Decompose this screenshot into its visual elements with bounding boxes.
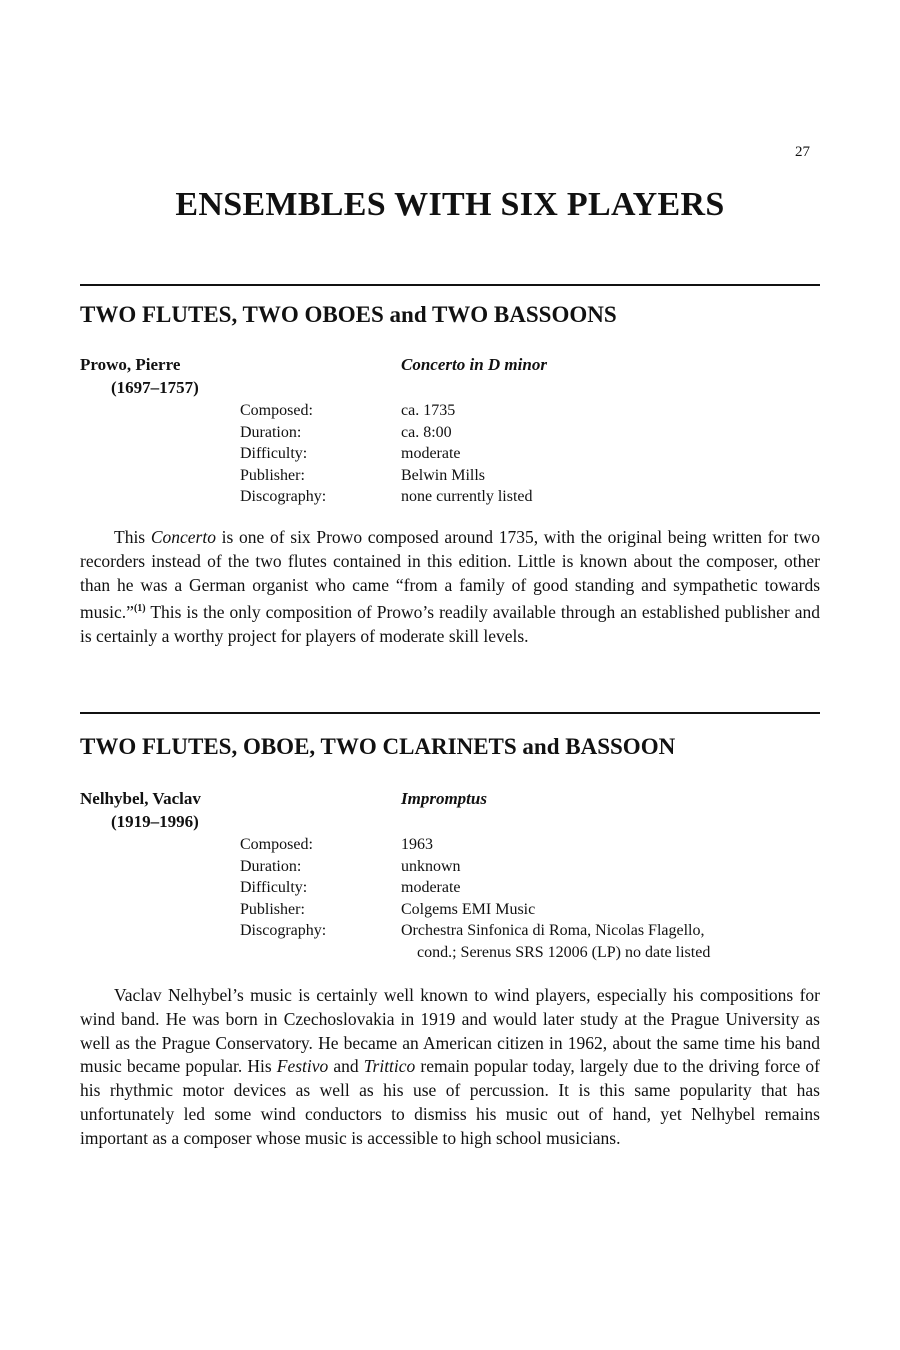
detail-value: Belwin Mills xyxy=(401,466,486,484)
detail-row xyxy=(240,486,821,508)
section-divider xyxy=(80,712,820,714)
text-run: This xyxy=(114,527,151,547)
detail-label: Publisher: xyxy=(240,466,305,484)
detail-label: Duration: xyxy=(240,423,302,441)
page-number: 27 xyxy=(795,144,810,160)
work-reference: Concerto xyxy=(150,527,216,547)
chapter-title: ENSEMBLES WITH SIX PLAYERS xyxy=(175,186,725,223)
text-run: is one of six Prowo composed around 1735, with the original being written for two recorders instead of the two flutes contained in this edition. Little is known about the composer, other than he was a German organist who came “from a family of good standing and sympathetic towards music.” xyxy=(80,527,820,623)
work-title: Concerto in D minor xyxy=(401,355,547,374)
work-title: Impromptus xyxy=(401,789,487,808)
composer-dates: (1697–1757) xyxy=(111,378,199,397)
detail-label: Discography: xyxy=(240,922,327,939)
work-details xyxy=(240,400,821,508)
description-paragraph xyxy=(80,526,820,649)
detail-label: Discography: xyxy=(240,488,327,505)
detail-value: moderate xyxy=(401,445,461,462)
detail-value: 1963 xyxy=(401,836,433,853)
detail-value xyxy=(401,920,821,963)
footnote-marker: (1) xyxy=(133,603,146,615)
detail-row xyxy=(240,877,821,899)
section-heading: TWO FLUTES, OBOE, TWO CLARINETS and BASSOON xyxy=(80,734,676,759)
detail-label: Composed: xyxy=(240,836,313,853)
detail-row xyxy=(240,422,821,444)
detail-value: none currently listed xyxy=(401,488,533,505)
detail-row xyxy=(240,443,821,465)
detail-value: ca. 8:00 xyxy=(401,423,452,441)
work-details xyxy=(240,834,821,963)
text-run: This is the only composition of Prowo’s readily available through an established publisher and is certainly a worthy project for players of moderate skill levels. xyxy=(80,602,820,647)
detail-row xyxy=(240,899,821,921)
detail-row xyxy=(240,465,821,487)
detail-label: Difficulty: xyxy=(240,879,308,896)
detail-value-line: Orchestra Sinfonica di Roma, Nicolas Flagello, xyxy=(401,922,705,939)
detail-row xyxy=(240,856,821,878)
composer-name: Nelhybel, Vaclav xyxy=(80,789,201,808)
section-heading: TWO FLUTES, TWO OBOES and TWO BASSOONS xyxy=(80,302,617,327)
work-reference: Festivo xyxy=(276,1056,329,1077)
detail-label: Difficulty: xyxy=(240,445,308,462)
detail-label: Composed: xyxy=(240,402,313,419)
detail-row xyxy=(240,834,821,856)
text-run: Vaclav Nelhybel’s music is certainly well known to wind players, especially his compositions for wind band. He was born in Czechoslovakia in 1919 and would later study at the Prague University as well as the Prague Conservatory. He became an American citizen in 1962, about the same time his band music became popular. His xyxy=(80,985,820,1077)
detail-label: Duration: xyxy=(240,857,302,875)
detail-label: Publisher: xyxy=(240,900,305,918)
composer-name: Prowo, Pierre xyxy=(80,355,181,374)
text-run: and xyxy=(328,1056,364,1077)
detail-value: ca. 1735 xyxy=(401,402,456,419)
detail-value: Colgems EMI Music xyxy=(401,900,536,918)
text-run: remain popular today, largely due to the driving force of his rhythmic motor devices as well as his use of percussion. It is this same popularity that has unfortunately led some wind conductors to dismiss his music out of hand, yet Nelhybel remains important as a composer whose music is accessible to high school musicians. xyxy=(80,1056,820,1148)
description-paragraph xyxy=(80,984,820,1151)
detail-row xyxy=(240,920,821,963)
detail-value-continuation: cond.; Serenus SRS 12006 (LP) no date listed xyxy=(417,943,711,961)
work-reference: Trittico xyxy=(363,1056,416,1077)
detail-value: unknown xyxy=(401,857,461,875)
detail-row xyxy=(240,400,821,422)
composer-dates: (1919–1996) xyxy=(111,812,199,831)
detail-value: moderate xyxy=(401,879,461,896)
section-divider xyxy=(80,284,820,286)
